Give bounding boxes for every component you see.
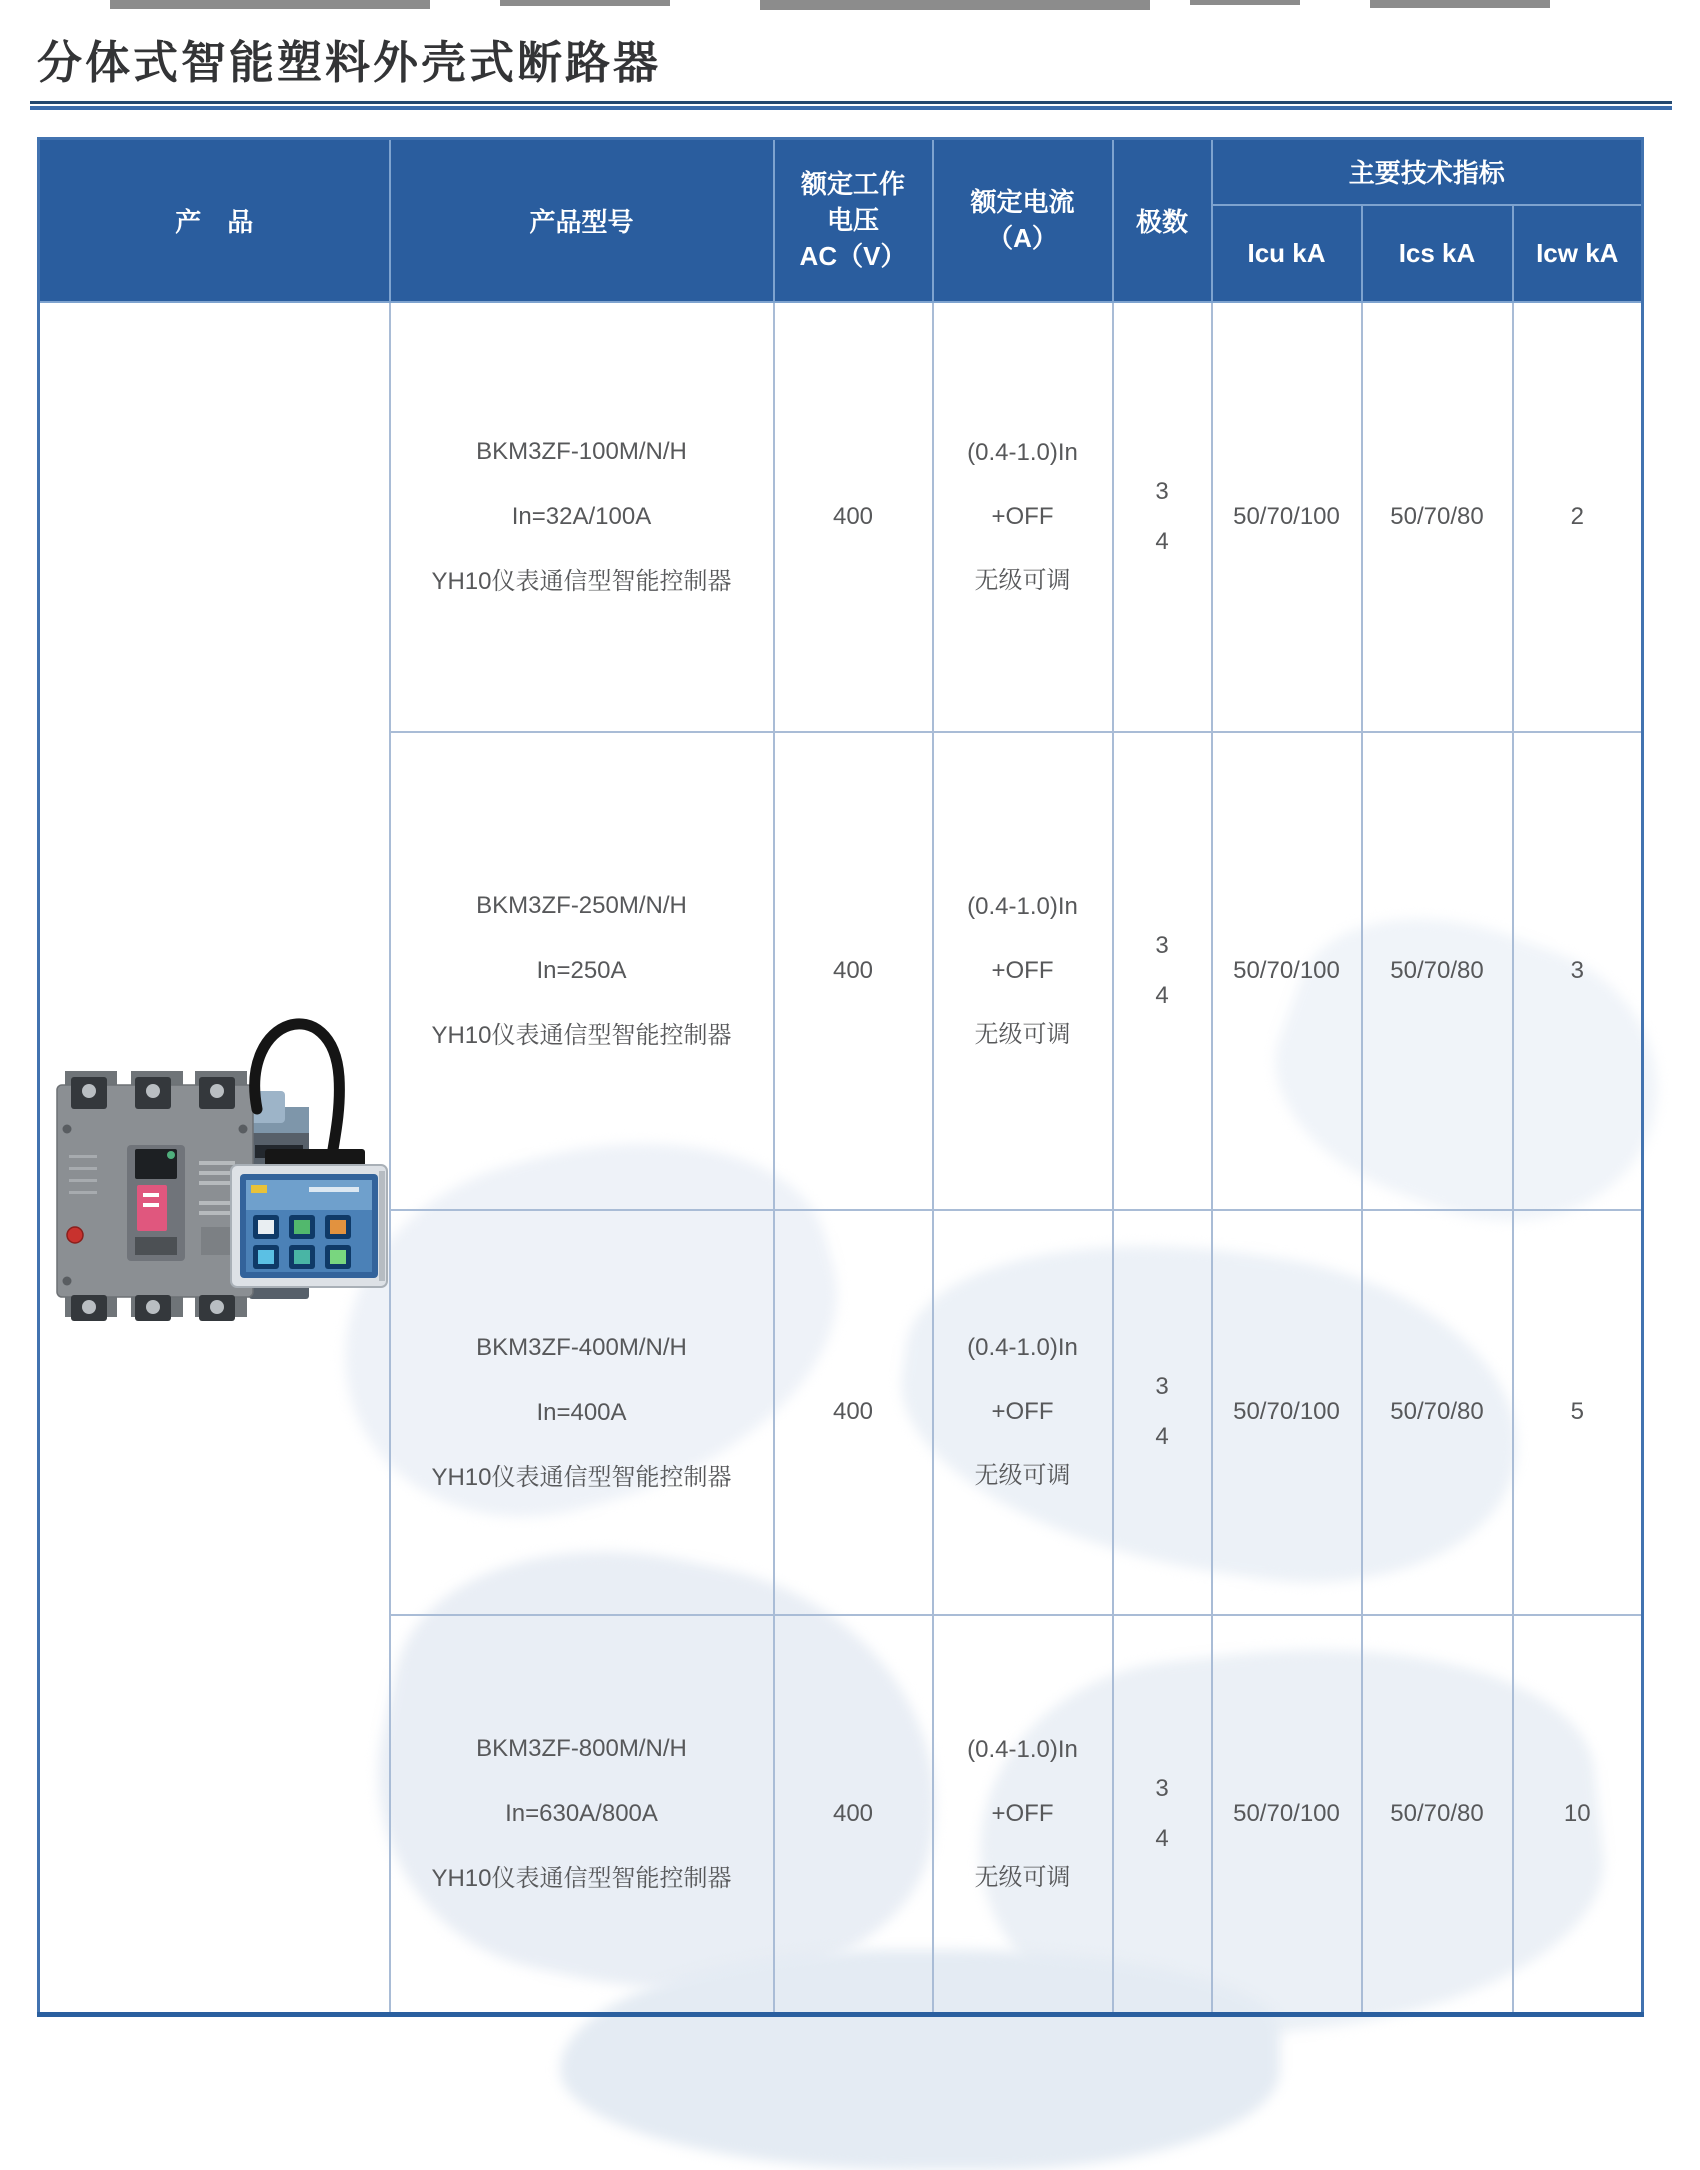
current-line: 无级可调 <box>974 1020 1071 1048</box>
current-line: 无级可调 <box>974 566 1071 594</box>
poles-line: 4 <box>1155 981 1169 1009</box>
header-current-line: 额定电流 <box>970 187 1075 218</box>
scan-artifact <box>110 0 430 9</box>
poles-line: 4 <box>1155 1423 1169 1450</box>
icw-cell: 3 <box>1513 732 1643 1210</box>
icu-cell: 50/70/100 <box>1212 1210 1362 1615</box>
model-cell <box>390 732 774 1210</box>
model-cell <box>390 302 774 732</box>
header-voltage <box>774 139 933 302</box>
current-line: +OFF <box>991 502 1054 530</box>
ics-cell: 50/70/80 <box>1362 1210 1513 1615</box>
model-line: In=250A <box>536 957 627 984</box>
smart-controller-display <box>231 1149 387 1287</box>
scan-artifact <box>1190 0 1300 5</box>
model-line: BKM3ZF-250M/N/H <box>476 892 687 919</box>
poles-line: 3 <box>1155 477 1169 505</box>
model-cell <box>390 1615 774 2015</box>
poles-line: 4 <box>1155 1824 1169 1852</box>
header-current <box>933 139 1113 302</box>
current-line: (0.4-1.0)In <box>967 892 1078 920</box>
page-title: 分体式智能塑料外壳式断路器 <box>37 37 662 88</box>
header-voltage-line: 额定工作 <box>800 169 905 200</box>
model-line: YH10仪表通信型智能控制器 <box>431 1865 732 1893</box>
ics-cell: 50/70/80 <box>1362 1615 1513 2015</box>
breaker-with-controller-illustration <box>35 995 395 1335</box>
header-icw: Icw kA <box>1513 205 1643 302</box>
model-line: BKM3ZF-800M/N/H <box>476 1735 687 1763</box>
header-current-line: （A） <box>987 223 1058 254</box>
current-cell <box>933 732 1113 1210</box>
header-voltage-line: AC（V） <box>799 241 907 272</box>
model-line: In=630A/800A <box>505 1800 658 1828</box>
model-cell <box>390 1210 774 1615</box>
current-cell <box>933 1210 1113 1615</box>
voltage-cell: 400 <box>774 1615 933 2015</box>
current-cell <box>933 302 1113 732</box>
product-photo <box>35 995 395 1340</box>
poles-line: 3 <box>1155 1373 1169 1400</box>
model-line: BKM3ZF-400M/N/H <box>476 1333 687 1361</box>
current-line: 无级可调 <box>974 1863 1071 1891</box>
header-ics: Ics kA <box>1362 205 1513 302</box>
header-icu: Icu kA <box>1212 205 1362 302</box>
title-rule <box>30 101 1672 110</box>
model-line: YH10仪表通信型智能控制器 <box>431 1022 732 1049</box>
icu-cell: 50/70/100 <box>1212 302 1362 732</box>
current-line: +OFF <box>991 1398 1054 1425</box>
header-tech-group: 主要技术指标 <box>1212 139 1643 205</box>
model-line: BKM3ZF-100M/N/H <box>476 438 687 465</box>
current-line: (0.4-1.0)In <box>967 438 1078 466</box>
ics-cell: 50/70/80 <box>1362 302 1513 732</box>
breaker-body <box>57 1071 253 1321</box>
header-poles: 极数 <box>1113 139 1212 302</box>
header-model: 产品型号 <box>390 139 774 302</box>
poles-line: 3 <box>1155 931 1169 959</box>
icw-cell: 2 <box>1513 302 1643 732</box>
icw-cell: 10 <box>1513 1615 1643 2015</box>
poles-line: 4 <box>1155 527 1169 555</box>
model-line: In=400A <box>536 1398 627 1426</box>
current-line: 无级可调 <box>974 1462 1071 1489</box>
current-cell <box>933 1615 1113 2015</box>
model-line: YH10仪表通信型智能控制器 <box>431 568 732 595</box>
icw-cell: 5 <box>1513 1210 1643 1615</box>
header-voltage-line: 电压 <box>826 205 879 236</box>
voltage-cell: 400 <box>774 302 933 732</box>
current-line: +OFF <box>991 1799 1054 1827</box>
icu-cell: 50/70/100 <box>1212 1615 1362 2015</box>
table-row <box>39 302 1643 732</box>
poles-line: 3 <box>1155 1774 1169 1802</box>
model-line: In=32A/100A <box>511 503 652 530</box>
poles-cell <box>1113 1615 1212 2015</box>
title-rule-dark-line <box>30 101 1672 104</box>
scan-artifact <box>1370 0 1550 8</box>
voltage-cell: 400 <box>774 732 933 1210</box>
current-line: (0.4-1.0)In <box>967 1334 1078 1361</box>
current-line: (0.4-1.0)In <box>967 1735 1078 1763</box>
ics-cell: 50/70/80 <box>1362 732 1513 1210</box>
poles-cell <box>1113 1210 1212 1615</box>
header-product: 产 品 <box>39 139 390 302</box>
icu-cell: 50/70/100 <box>1212 732 1362 1210</box>
current-line: +OFF <box>991 956 1054 984</box>
voltage-cell: 400 <box>774 1210 933 1615</box>
title-rule-blue-line <box>30 106 1672 110</box>
scan-artifact <box>500 0 670 6</box>
poles-cell <box>1113 302 1212 732</box>
poles-cell <box>1113 732 1212 1210</box>
scan-artifact <box>760 0 1150 10</box>
model-line: YH10仪表通信型智能控制器 <box>431 1463 732 1491</box>
